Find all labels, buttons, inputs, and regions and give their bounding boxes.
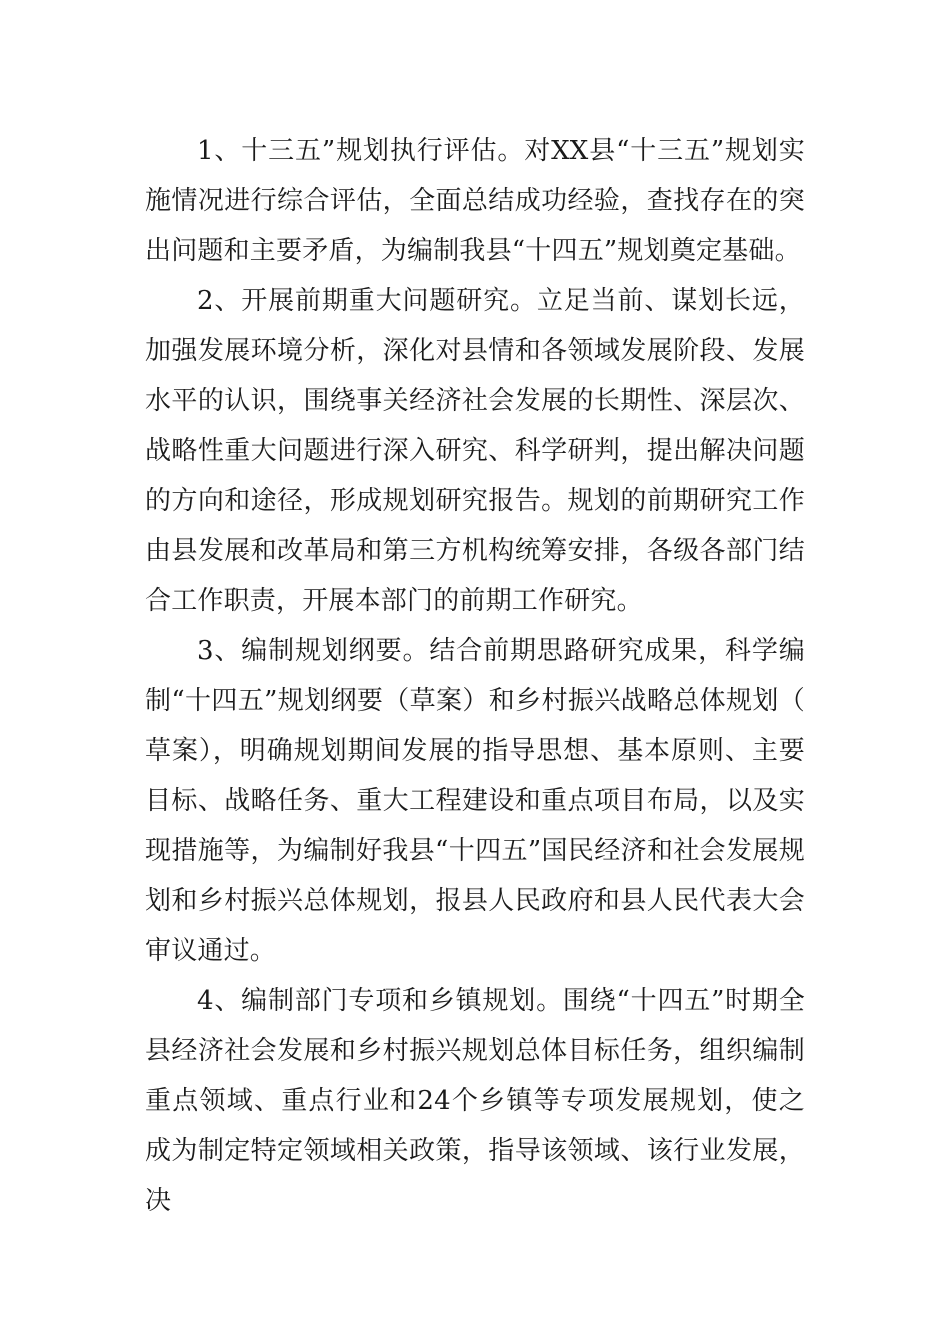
paragraph-1: 1、十三五”规划执行评估。对XX县“十三五”规划实施情况进行综合评估，全面总结成功经验，查找存在的突出问题和主要矛盾，为编制我县“十四五”规划奠定基础。 (145, 136, 805, 266)
paragraph-4: 4、编制部门专项和乡镇规划。围绕“十四五”时期全县经济社会发展和乡村振兴规划总体目标任务，组织编制重点领域、重点行业和24个乡镇等专项发展规划，使之成为制定特定领域相关政策，指导该领域、该行业发展，决 (145, 986, 805, 1216)
paragraph-3: 3、编制规划纲要。结合前期思路研究成果，科学编制“十四五”规划纲要（草案）和乡村振兴战略总体规划（草案），明确规划期间发展的指导思想、基本原则、主要目标、战略任务、重大工程建设和重点项目布局，以及实现措施等，为编制好我县“十四五”国民经济和社会发展规划和乡村振兴总体规划，报县人民政府和县人民代表大会审议通过。 (145, 636, 805, 966)
document-body (145, 126, 805, 1226)
paragraph-2: 2、开展前期重大问题研究。立足当前、谋划长远，加强发展环境分析，深化对县情和各领域发展阶段、发展水平的认识，围绕事关经济社会发展的长期性、深层次、战略性重大问题进行深入研究、科学研判，提出解决问题的方向和途径，形成规划研究报告。规划的前期研究工作由县发展和改革局和第三方机构统筹安排，各级各部门结合工作职责，开展本部门的前期工作研究。 (145, 286, 805, 616)
